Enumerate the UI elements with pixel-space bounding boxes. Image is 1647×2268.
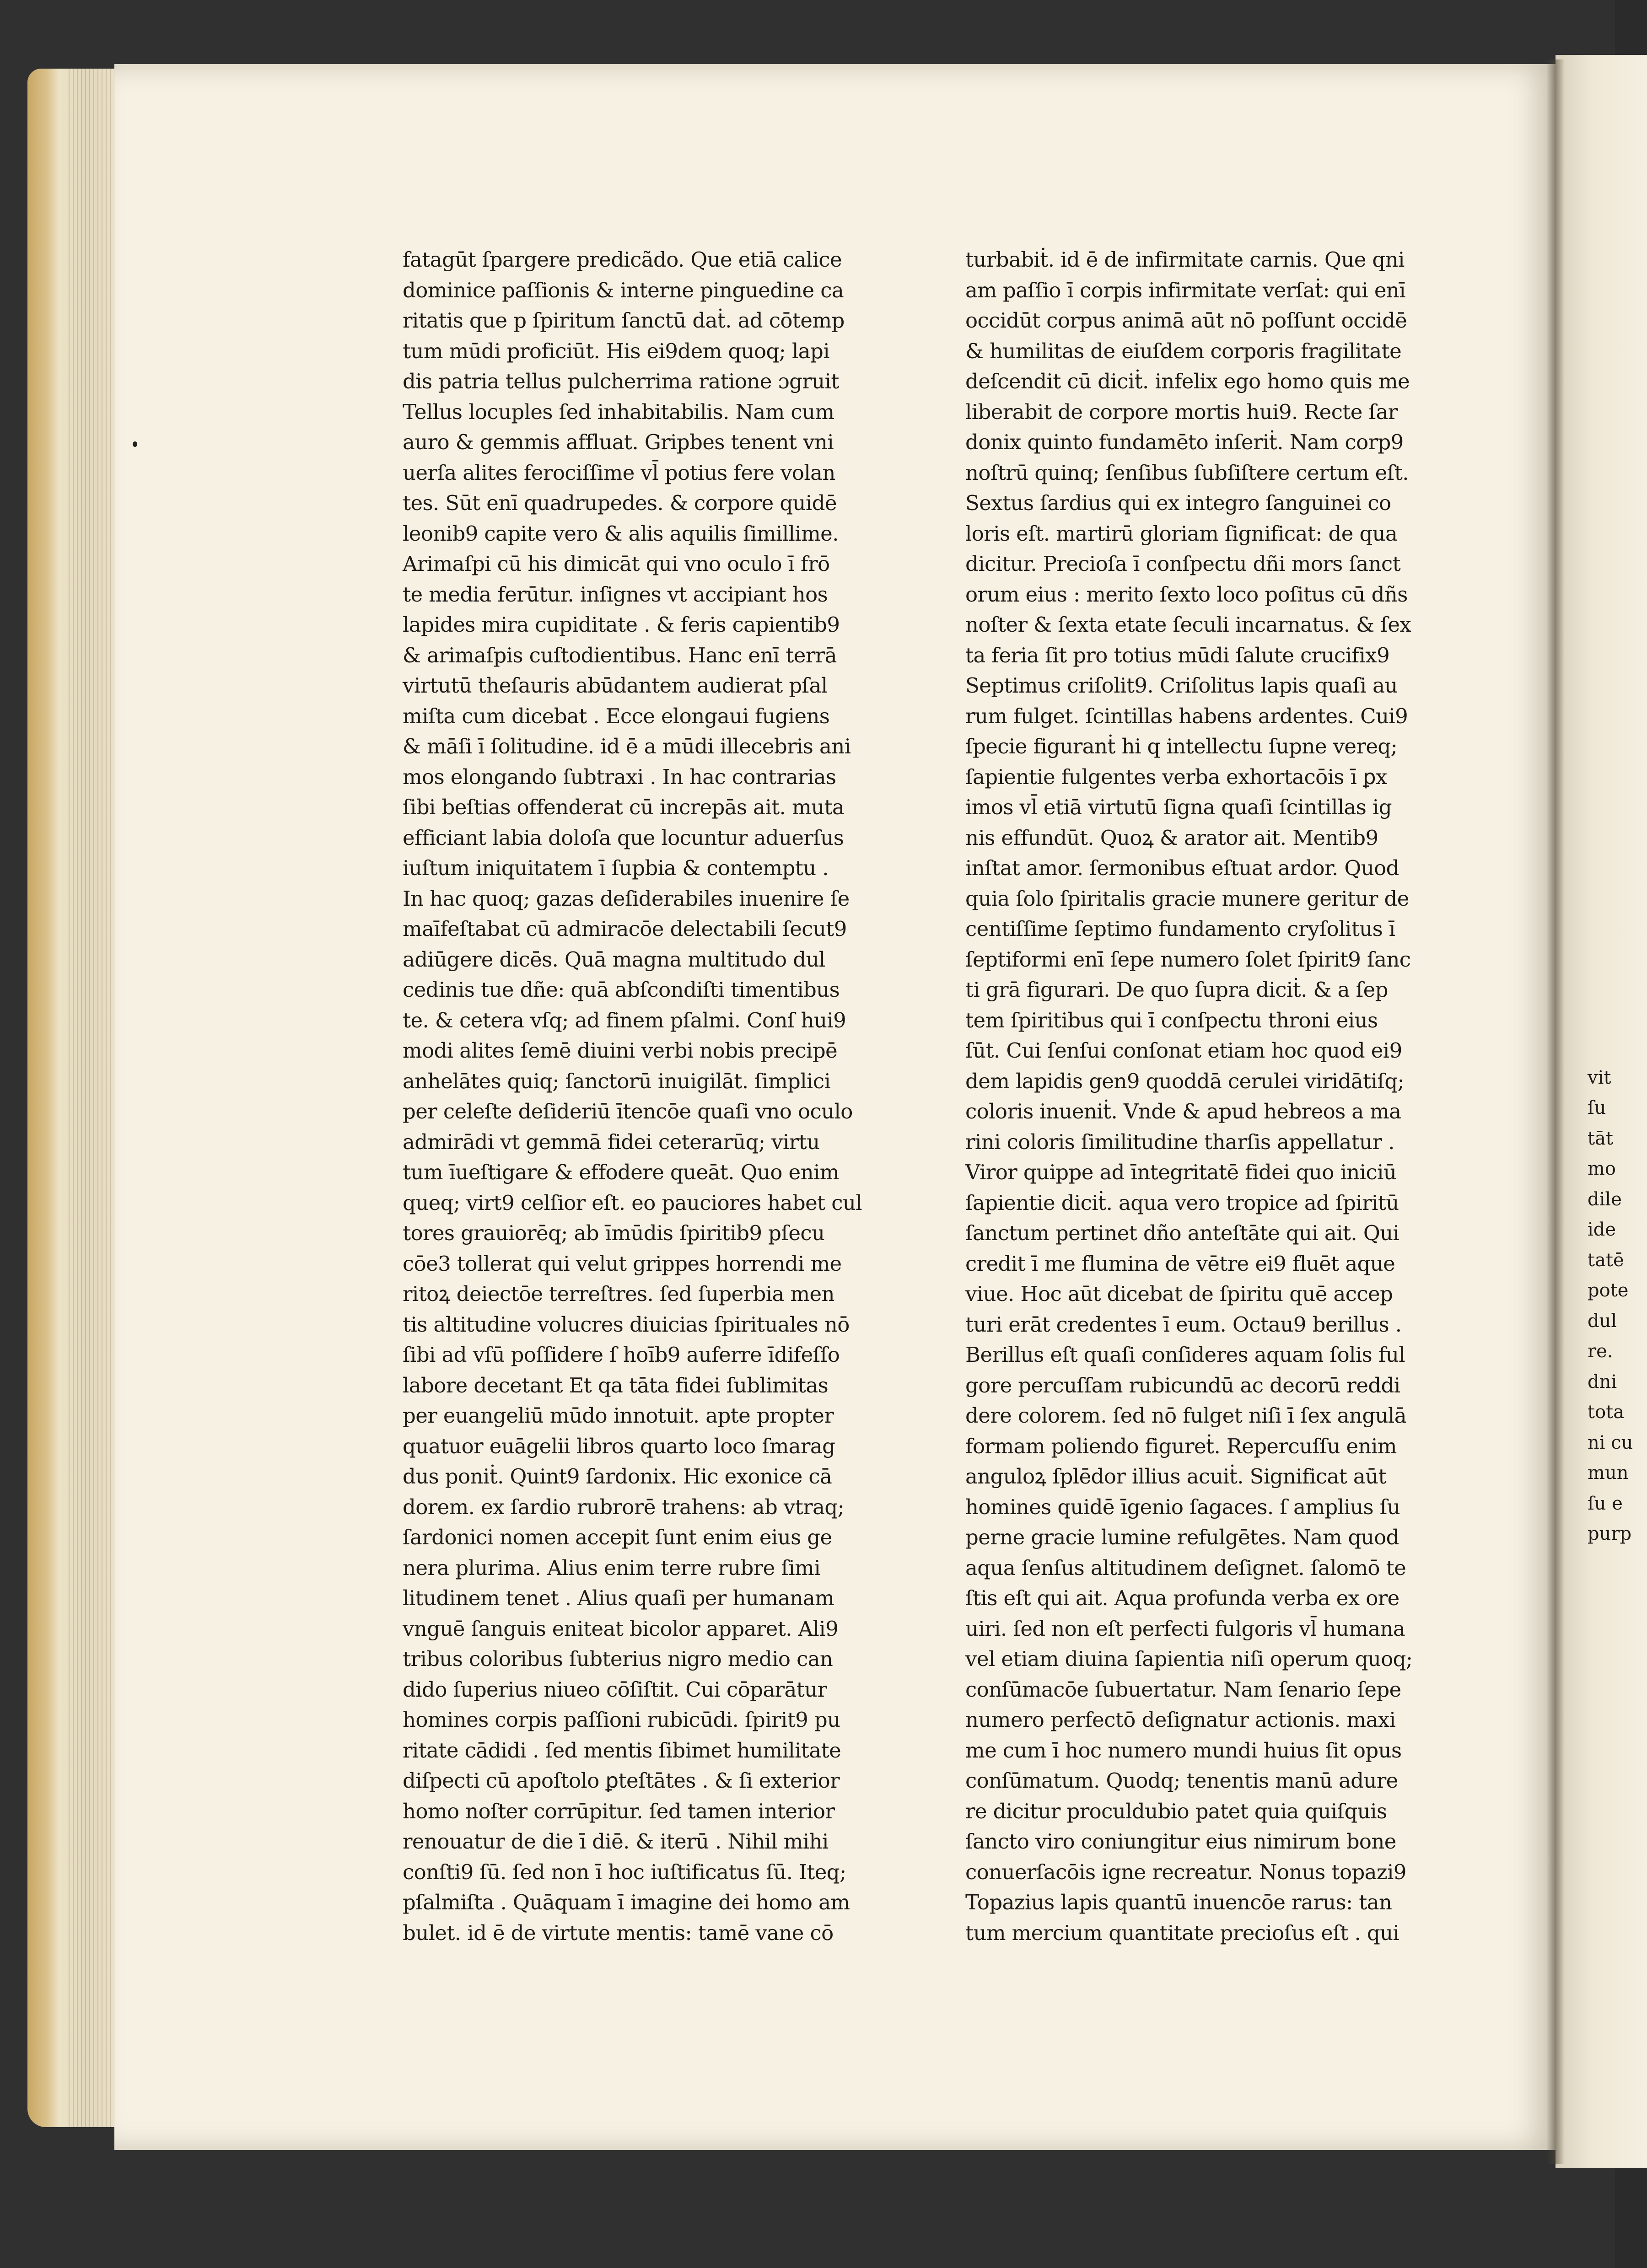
- text-line: efficiant labia doloſa que locuntur aduerſus: [403, 825, 844, 850]
- text-line: Berillus eſt quaſi conſideres aquam ſolis ful: [965, 1343, 1405, 1367]
- text-line: dis patria tellus pulcherrima ratione ɔgruit: [403, 369, 839, 393]
- text-line: Sextus ſardius qui ex integro ſanguinei co: [965, 491, 1391, 515]
- text-line: tis altitudine volucres diuicias ſpirituales nō: [403, 1312, 850, 1337]
- text-line: ſapientie fulgentes verba exhortacōis ī ꝑx: [965, 764, 1387, 789]
- text-line: am paſſio ī corpis infirmitate verſaṫ: qui enī: [965, 278, 1406, 302]
- text-line: occidūt corpus animā aūt nō poſſunt occidē: [965, 308, 1407, 333]
- text-line: ſpecie figuranṫ hi q intellectu ſupne vereq;: [965, 734, 1398, 758]
- text-line: dem lapidis gen9 quoddā cerulei viridātiſq;: [965, 1069, 1405, 1093]
- text-line: dere colorem. ſed nō fulget niſi ī ſex angulā: [965, 1403, 1406, 1428]
- text-line: admirādi vt gemmā fidei ceterarūq; virtu: [403, 1129, 820, 1154]
- text-line: deſcendit cū diciṫ. infelix ego homo quis me: [965, 369, 1410, 393]
- fragment-line: mun: [1588, 1462, 1629, 1483]
- text-line: dicitur. Precioſa ī conſpectu dñi mors ſanct: [965, 552, 1401, 576]
- text-line: dominice paſſionis & interne pinguedine ca: [403, 278, 844, 302]
- text-line: Septimus criſolit9. Criſolitus lapis quaſi au: [965, 673, 1398, 698]
- text-line: Topazius lapis quantū inuencōe rarus: tan: [965, 1890, 1392, 1914]
- text-line: cōe3 tollerat qui velut grippes horrendi me: [403, 1251, 842, 1276]
- text-line: virtutū theſauris abūdantem audierat pſal: [403, 673, 828, 698]
- fragment-line: ſu: [1588, 1097, 1606, 1118]
- text-line: rum fulget. ſcintillas habens ardentes. Cui9: [965, 704, 1408, 728]
- text-line: perne gracie lumine refulgētes. Nam quod: [965, 1525, 1399, 1549]
- text-line: ſapientie diciṫ. aqua vero tropice ad ſpiritū: [965, 1190, 1399, 1215]
- facing-page-text-fragments: [1588, 910, 1633, 1549]
- text-line: coloris inueniṫ. Vnde & apud hebreos a ma: [965, 1099, 1401, 1123]
- text-line: tes. Sūt enī quadrupedes. & corpore quidē: [403, 491, 837, 515]
- text-line: rini coloris ſimilitudine tharſis appellatur .: [965, 1129, 1394, 1154]
- text-line: numero perfectō deſignatur actionis. maxi: [965, 1708, 1396, 1732]
- text-column-left: [403, 245, 883, 1948]
- fragment-line: dni: [1588, 1371, 1617, 1392]
- text-line: viue. Hoc aūt dicebat de ſpiritu quē accep: [965, 1282, 1393, 1306]
- text-line: tum mūdi proficiūt. His ei9dem quoq; lapi: [403, 339, 829, 363]
- text-line: ritoꝝ deiectōe terreſtres. ſed ſuperbia men: [403, 1282, 834, 1306]
- text-line: lapides mira cupiditate . & feris capientib9: [403, 613, 840, 637]
- book-gutter: [1546, 59, 1565, 2164]
- text-line: cedinis tue dñe: quā abſcondiſti timentibus: [403, 978, 840, 1002]
- text-line: inſtat amor. ſermonibus eſtuat ardor. Quod: [965, 856, 1399, 880]
- text-line: tem ſpiritibus qui ī conſpectu throni eius: [965, 1008, 1378, 1032]
- text-line: auro & gemmis affluat. Gripbes tenent vni: [403, 430, 834, 454]
- text-line: ſanctum pertinet dño anteſtāte qui ait. Qui: [965, 1221, 1399, 1245]
- text-line: iuſtum iniquitatem ī ſupbia & contemptu .: [403, 856, 829, 880]
- text-line: orum eius : merito ſexto loco poſitus cū dñs: [965, 582, 1408, 607]
- text-line: adiūgere dicēs. Quā magna multitudo dul: [403, 947, 825, 972]
- text-line: turi erāt credentes ī eum. Octau9 berillus .: [965, 1312, 1402, 1337]
- text-line: uerſa alites ferociſſime vl̄ potius fere volan: [403, 460, 835, 485]
- text-line: dus poniṫ. Quint9 ſardonix. Hic exonice cā: [403, 1464, 832, 1489]
- text-line: homines quidē īgenio ſagaces. ſ amplius ſu: [965, 1494, 1400, 1519]
- text-line: maīfeſtabat cū admiracōe delectabili ſecut9: [403, 917, 847, 941]
- text-line: litudinem tenet . Alius quaſi per humanam: [403, 1586, 834, 1610]
- text-line: diſpecti cū apoſtolo ꝑteſtātes . & ſi exterior: [403, 1768, 840, 1793]
- text-line: donix quinto fundamēto inſeriṫ. Nam corp9: [965, 430, 1404, 454]
- text-line: nis effundūt. Quoꝝ & arator ait. Mentib9: [965, 825, 1378, 850]
- text-line: anhelātes quiq; ſanctorū inuigilāt. ſimplici: [403, 1069, 831, 1093]
- text-line: liberabit de corpore mortis hui9. Recte ſar: [965, 399, 1398, 424]
- text-line: tum mercium quantitate precioſus eſt . qui: [965, 1920, 1399, 1945]
- text-line: vnguē ſanguis eniteat bicolor apparet. Ali9: [403, 1616, 839, 1641]
- text-line: homines corpis paſſioni rubicūdi. ſpirit9 pu: [403, 1708, 840, 1732]
- text-line: ſtis eſt qui ait. Aqua profunda verba ex ore: [965, 1586, 1399, 1610]
- fragment-line: mo: [1588, 1158, 1616, 1179]
- text-line: noſter & ſexta etate ſeculi incarnatus. & ſex: [965, 613, 1411, 637]
- text-line: tores grauiorēq; ab īmūdis ſpiritib9 pſecu: [403, 1221, 825, 1245]
- text-line: gore percuſſam rubicundū ac decorū reddi: [965, 1373, 1400, 1397]
- fragment-line: tatē: [1588, 1249, 1624, 1271]
- fragment-line: [1588, 910, 1615, 941]
- fragment-line: vit: [1588, 1067, 1611, 1088]
- text-line: me cum ī hoc numero mundi huius ſit opus: [965, 1738, 1402, 1763]
- fragment-line: dile: [1588, 1188, 1622, 1210]
- text-line: ſancto viro coniungitur eius nimirum bone: [965, 1829, 1396, 1854]
- text-line: modi alites ſemē diuini verbi nobis precipē: [403, 1038, 838, 1063]
- fragment-line: tāt: [1588, 1128, 1613, 1149]
- text-line: fatagūt ſpargere predicãdo. Que etiā calice: [403, 247, 842, 272]
- text-line: imos vl̄ etiā virtutū ſigna quaſi ſcintillas ig: [965, 795, 1392, 819]
- fragment-line: purp: [1588, 1523, 1632, 1544]
- text-line: tribus coloribus ſubterius nigro medio can: [403, 1647, 833, 1671]
- fragment-line: tota: [1588, 1402, 1625, 1423]
- text-line: Arimaſpi cū his dimicāt qui vno oculo ī frō: [403, 552, 830, 576]
- text-line: conſūmacōe ſubuertatur. Nam ſenario ſepe: [965, 1677, 1401, 1702]
- text-line: vel etiam diuina ſapientia niſi operum quoq;: [965, 1647, 1413, 1671]
- text-line: ſibi beſtias offenderat cū increpās ait. muta: [403, 795, 845, 819]
- text-line: ta feria ſit pro totius mūdi ſalute crucifix9: [965, 643, 1390, 667]
- text-line: ſibi ad vſū poſſidere ſ hoīb9 auferre īdifeſſo: [403, 1343, 840, 1367]
- text-line: pſalmiſta . Quāquam ī imagine dei homo am: [403, 1890, 850, 1914]
- text-line: uiri. ſed non eſt perfecti fulgoris vl̄ humana: [965, 1616, 1405, 1641]
- text-line: quatuor euāgelii libros quarto loco ſmarag: [403, 1434, 835, 1458]
- text-line: miſta cum dicebat . Ecce elongaui fugiens: [403, 704, 830, 728]
- text-line: mos elongando ſubtraxi . In hac contrarias: [403, 764, 836, 789]
- fragment-line: re.: [1588, 1341, 1613, 1362]
- text-line: ſūt. Cui ſenſui conſonat etiam hoc quod ei9: [965, 1038, 1402, 1063]
- text-line: & māſi ī ſolitudine. id ē a mūdi illecebris ani: [403, 734, 851, 758]
- text-line: ſardonici nomen accepit ſunt enim eius ge: [403, 1525, 832, 1549]
- text-line: per euangeliū mūdo innotuit. apte propter: [403, 1403, 834, 1428]
- text-line: per celeſte deſideriū ītencōe quaſi vno oculo: [403, 1099, 853, 1123]
- text-line: aqua ſenſus altitudinem deſignet. ſalomō te: [965, 1555, 1406, 1580]
- text-line: ſeptiformi enī ſepe numero ſolet ſpirit9 ſanc: [965, 947, 1411, 972]
- fragment-line: dul: [1588, 1310, 1617, 1332]
- text-line: ritate cādidi . ſed mentis ſibimet humilitate: [403, 1738, 841, 1763]
- text-line: & arimaſpis cuſtodientibus. Hanc enī terrā: [403, 643, 837, 667]
- text-line: re dicitur proculdubio patet quia quiſquis: [965, 1799, 1387, 1823]
- text-line: homo noſter corrūpitur. ſed tamen interior: [403, 1799, 835, 1823]
- text-line: te. & cetera vſq; ad finem pſalmi. Conſ hui9: [403, 1008, 846, 1032]
- text-line: te media ferūtur. inſignes vt accipiant hos: [403, 582, 828, 607]
- text-line: bulet. id ē de virtute mentis: tamē vane cō: [403, 1920, 834, 1945]
- text-line: anguloꝝ ſplēdor illius acuiṫ. Significat aūt: [965, 1464, 1387, 1489]
- text-line: labore decetant Et qa tāta fidei ſublimitas: [403, 1373, 829, 1397]
- text-line: conſūmatum. Quodq; tenentis manū adure: [965, 1768, 1398, 1793]
- text-line: noſtrū quinq; ſenſibus ſubſiſtere certum eſt.: [965, 460, 1409, 485]
- text-line: conſti9 ſū. ſed non ī hoc iuſtificatus ſū. Iteq;: [403, 1860, 846, 1884]
- fragment-line: pote: [1588, 1280, 1629, 1301]
- fragment-line: ide: [1588, 1219, 1616, 1240]
- text-line: quia ſolo ſpiritalis gracie munere geritur de: [965, 886, 1409, 911]
- text-line: ti grā figurari. De quo ſupra diciṫ. & a ſep: [965, 978, 1388, 1002]
- text-line: In hac quoq; gazas deſiderabiles inuenire ſe: [403, 886, 850, 911]
- text-line: dido ſuperius niueo cōſiſtit. Cui cōparātur: [403, 1677, 827, 1702]
- text-column-right: [965, 245, 1441, 1948]
- text-line: centiſſime ſeptimo fundamento cryſolitus ī: [965, 917, 1395, 941]
- ink-spot: [133, 441, 137, 447]
- text-line: loris eſt. martirū gloriam ſignificat: de qua: [965, 521, 1398, 546]
- text-line: turbabiṫ. id ē de infirmitate carnis. Que qni: [965, 247, 1405, 272]
- text-line: leonib9 capite vero & alis aquilis ſimillime.: [403, 521, 839, 546]
- fragment-line: [1588, 1032, 1615, 1063]
- fragment-line: ſu e: [1588, 1493, 1623, 1514]
- text-line: conuerſacōis igne recreatur. Nonus topazi9: [965, 1860, 1406, 1884]
- text-line: renouatur de die ī diē. & iterū . Nihil mihi: [403, 1829, 829, 1854]
- fragment-line: [1588, 1002, 1615, 1032]
- fragment-line: [1588, 941, 1615, 972]
- text-line: ritatis que p ſpiritum ſanctū daṫ. ad cōtemp: [403, 308, 845, 333]
- text-line: & humilitas de eiuſdem corporis fragilitate: [965, 339, 1402, 363]
- text-line: Tellus locuples ſed inhabitabilis. Nam cum: [403, 399, 834, 424]
- text-line: nera plurima. Alius enim terre rubre ſimi: [403, 1555, 821, 1580]
- text-line: tum īueſtigare & effodere queāt. Quo enim: [403, 1160, 839, 1184]
- fragment-line: ni cu: [1588, 1432, 1633, 1453]
- text-line: Viror quippe ad īntegritatē fidei quo iniciū: [965, 1160, 1397, 1184]
- fragment-line: [1588, 971, 1615, 1002]
- text-line: dorem. ex ſardio rubrorē trahens: ab vtraq;: [403, 1494, 845, 1519]
- text-line: credit ī me flumina de vētre ei9 fluēt aque: [965, 1251, 1395, 1276]
- text-line: queq; virt9 celſior eſt. eo pauciores habet cul: [403, 1190, 862, 1215]
- text-line: formam poliendo figureṫ. Repercuſſu enim: [965, 1434, 1397, 1458]
